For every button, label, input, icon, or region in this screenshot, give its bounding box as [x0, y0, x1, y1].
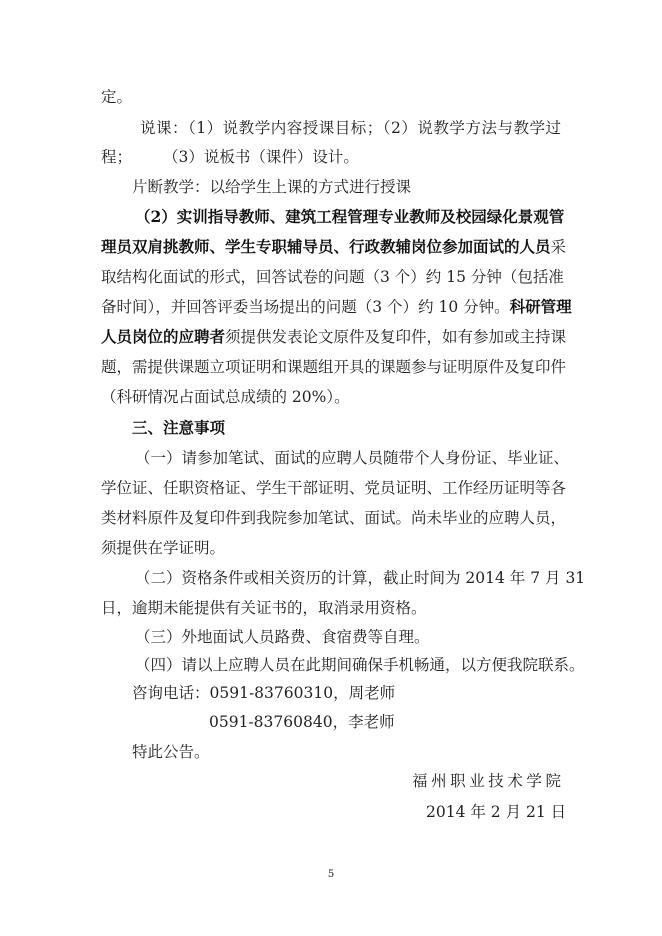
text-segment: 程； （3）说板书（课件）设计。 [101, 148, 359, 166]
text-line [135, 568, 586, 588]
text-segment: （科研情况占面试总成绩的 20%）。 [101, 388, 350, 406]
text-segment: 学位证、任职资格证、学生干部证明、党员证明、工作经历证明等各 [101, 479, 567, 497]
text-segment: （四）请以上应聘人员在此期间确保手机畅通，以方便我院联系。 [135, 656, 585, 674]
text-line [101, 478, 567, 498]
text-segment: 说课：（1）说教学内容授课目标；（2）说教学方法与教学过 [140, 119, 561, 137]
text-line [101, 387, 350, 407]
signature-institution [412, 771, 561, 791]
text-line [101, 297, 572, 317]
text-line [135, 207, 565, 227]
text-segment: 备时间），并回答评委当场提出的问题（3 个）约 10 分钟。 [101, 298, 510, 316]
text-line [135, 627, 430, 647]
text-segment: 取结构化面试的形式，回答试卷的问题（3 个）约 15 分钟（包括准 [101, 268, 564, 286]
text-line [135, 655, 585, 675]
page-number: 5 [327, 869, 335, 880]
text-segment: 定。 [101, 88, 133, 106]
text-line [132, 742, 210, 762]
signature-date [426, 802, 566, 822]
text-line [101, 357, 567, 377]
bold-text: 科研管理 [509, 297, 572, 316]
text-line [101, 237, 567, 257]
bold-text: 理员双肩挑教师、学生专职辅导员、行政教辅岗位参加面试的人员 [101, 237, 551, 256]
bold-text: 三、注意事项 [132, 418, 226, 437]
text-line [101, 147, 359, 167]
text-line [101, 267, 564, 287]
text-line [101, 598, 427, 618]
text-line [132, 683, 395, 703]
text-segment: 咨询电话：0591-83760310，周老师 [132, 684, 396, 702]
text-segment: 采 [550, 238, 567, 256]
text-segment: 片断教学：以给学生上课的方式进行授课 [132, 178, 412, 196]
text-segment: 须提供发表论文原件及复印件，如有参加或主持课 [225, 328, 567, 346]
text-segment: 日，逾期未能提供有关证书的，取消录用资格。 [101, 599, 427, 617]
bold-text: （2）实训指导教师、建筑工程管理专业教师及校园绿化景观管 [135, 207, 565, 226]
text-segment: （三）外地面试人员路费、食宿费等自理。 [135, 628, 430, 646]
text-segment: 须提供在学证明。 [101, 539, 226, 557]
text-segment: 题，需提供课题立项证明和课题组开具的课题参与证明原件及复印件 [101, 358, 567, 376]
text-segment: 2014 年 2 月 21 日 [426, 803, 567, 821]
text-line [132, 177, 411, 197]
bold-text: 人员岗位的应聘者 [101, 327, 226, 346]
text-segment: 福州职业技术学院 [412, 772, 561, 790]
text-line [101, 327, 567, 347]
text-segment: 0591-83760840，李老师 [209, 713, 395, 731]
text-line [101, 508, 567, 528]
text-line [140, 118, 561, 138]
text-segment: （二）资格条件或相关资历的计算，截止时间为 2014 年 7 月 31 [135, 569, 586, 587]
text-line [132, 418, 225, 438]
text-segment: （一）请参加笔试、面试的应聘人员随带个人身份证、毕业证、 [135, 449, 570, 467]
text-line [209, 712, 395, 732]
text-segment: 类材料原件及复印件到我院参加笔试、面试。尚未毕业的应聘人员， [101, 509, 567, 527]
text-line [101, 87, 132, 107]
text-segment: 特此公告。 [132, 743, 210, 761]
text-line [101, 538, 225, 558]
text-line [135, 448, 570, 468]
